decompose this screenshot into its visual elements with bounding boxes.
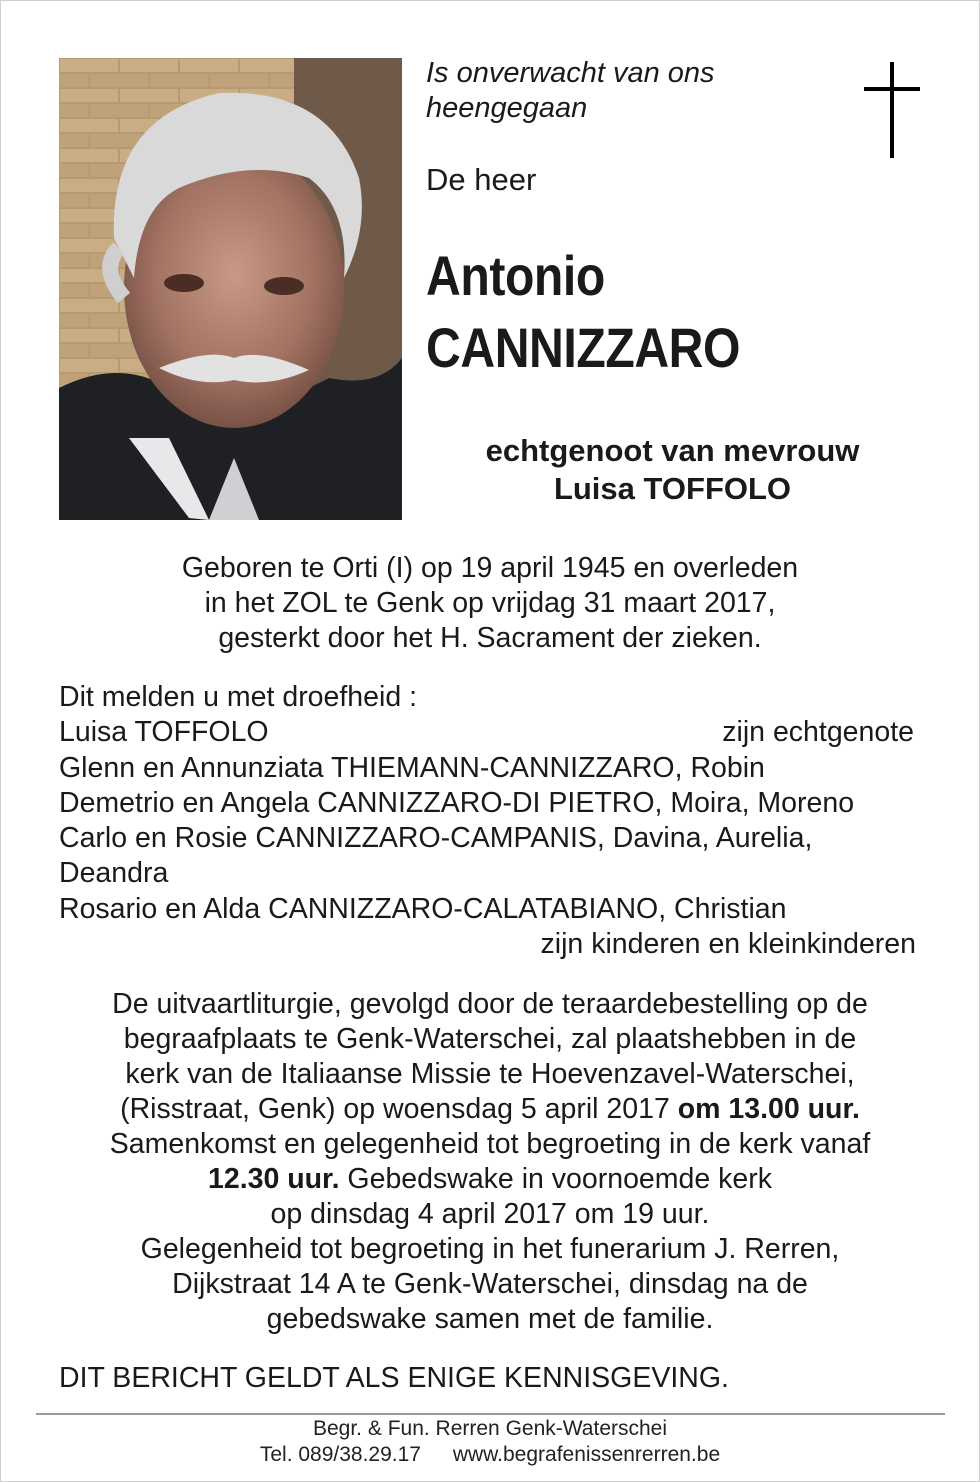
birth-death-text (40, 551, 940, 656)
text-line: op dinsdag 4 april 2017 om 19 uur. (270, 1198, 710, 1230)
text-line: begraafplaats te Genk-Waterschei, zal plaatshebben in de (123, 1023, 857, 1055)
intro-text (426, 56, 715, 126)
funeral-details (40, 987, 940, 1337)
family-line: Rosario en Alda CANNIZZARO-CALATABIANO, Christian (59, 892, 787, 925)
service-time: om 13.00 uur. (677, 1093, 860, 1125)
text-line: gebedswake samen met de familie. (266, 1303, 714, 1335)
gathering-time: 12.30 uur. (208, 1163, 340, 1195)
spouse-row-role: zijn echtgenote (722, 716, 914, 749)
spouse-row-name: Luisa TOFFOLO (59, 716, 269, 749)
footer-divider (36, 1413, 945, 1415)
footer-company: Begr. & Fun. Rerren Genk-Waterschei (312, 1417, 668, 1440)
text-line: gesterkt door het H. Sacrament der zieken. (218, 622, 762, 654)
first-name: Antonio (426, 244, 605, 307)
intro-line: Is onverwacht van ons (426, 57, 715, 89)
text-line: De uitvaartliturgie, gevolgd door de teraardebestelling op de (112, 988, 868, 1020)
text-segment: (Risstraat, Genk) op woensdag 5 april 2017 (120, 1093, 670, 1125)
honorific: De heer (426, 162, 537, 197)
spouse-block (400, 432, 945, 508)
text-line: in het ZOL te Genk op vrijdag 31 maart 2017, (204, 587, 776, 619)
footer (0, 1416, 980, 1468)
family-line: Demetrio en Angela CANNIZZARO-DI PIETRO, Moira, Moreno (59, 786, 855, 819)
portrait-photo (59, 58, 402, 520)
deceased-name (426, 240, 740, 384)
family-line: Glenn en Annunziata THIEMANN-CANNIZZARO, Robin (59, 751, 765, 784)
text-line: Gelegenheid tot begroeting in het funerarium J. Rerren, (140, 1233, 840, 1265)
footer-contact (0, 1442, 980, 1468)
footer-phone: Tel. 089/38.29.17 (259, 1443, 421, 1466)
footer-website[interactable]: www.begrafenissenrerren.be (452, 1443, 721, 1466)
family-line: Carlo en Rosie CANNIZZARO-CAMPANIS, Davina, Aurelia, (59, 822, 813, 855)
spouse-name: Luisa TOFFOLO (553, 471, 792, 506)
text-segment: Gebedswake in voornoemde kerk (347, 1163, 772, 1195)
text-line: Samenkomst en gelegenheid tot begroeting in de kerk vanaf (109, 1128, 871, 1160)
family-list (59, 680, 919, 962)
final-notice: DIT BERICHT GELDT ALS ENIGE KENNISGEVING. (59, 1362, 729, 1394)
spouse-row (59, 715, 919, 750)
text-line: kerk van de Italiaanse Missie te Hoevenzavel-Waterschei, (125, 1058, 855, 1090)
text-line: Dijkstraat 14 A te Genk-Waterschei, dinsdag na de (172, 1268, 808, 1300)
children-role: zijn kinderen en kleinkinderen (540, 928, 916, 961)
last-name: CANNIZZARO (426, 316, 741, 379)
intro-line: heengegaan (426, 92, 588, 124)
cross-icon (864, 62, 920, 158)
text-line (40, 1162, 940, 1197)
text-line (40, 1092, 940, 1127)
text-line: Geboren te Orti (I) op 19 april 1945 en overleden (181, 552, 799, 584)
family-line: Deandra (59, 857, 169, 890)
spouse-relation: echtgenoot van mevrouw (485, 433, 860, 468)
family-heading: Dit melden u met droefheid : (59, 681, 418, 713)
